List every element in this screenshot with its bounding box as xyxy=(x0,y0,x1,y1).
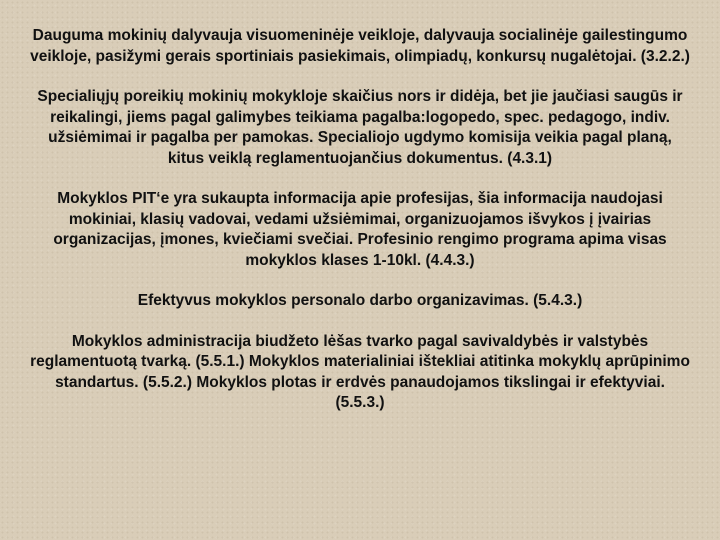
paragraph-budget-resources: Mokyklos administracija biudžeto lėšas tvarko pagal savivaldybės ir valstybės reglamentuotą tvarką. (5.5.1.) Mokyklos materialiniai ištekliai atitinka mokyklų aprūpinimo standartus. (5.5.2.) Mokyklos plotas ir erdvės panaudojamos tikslingai ir efektyviai. (5.5.3.) xyxy=(30,332,690,411)
paragraph-career-info: Mokyklos PIT‘e yra sukaupta informacija apie profesijas, šia informacija naudojasi mokiniai, klasių vadovai, vedami užsiėmimai, organizuojamos išvykos į įvairias organizacijas, įmones, kviečiami svečiai. Profesinio rengimo programa apima visas mokyklos klases 1-10kl. (4.4.3.) xyxy=(53,190,667,269)
paragraph-staff-organization: Efektyvus mokyklos personalo darbo organizavimas. (5.4.3.) xyxy=(137,292,583,309)
paragraph-social-activity: Dauguma mokinių dalyvauja visuomeninėje veikloje, dalyvauja socialinėje gailestingumo veikloje, pasižymi gerais sportiniais pasiekimais, olimpiadų, konkursų nugalėtojai. (3.2.2.) xyxy=(30,27,690,65)
paragraph-special-needs: Specialiųjų poreikių mokinių mokykloje skaičius nors ir didėja, bet jie jaučiasi saugūs ir reikalingi, jiems pagal galimybes teikiama pagalba:logopedo, spec. pedagogo, indiv. užsiėmimai ir pagalba per pamokas. Specialiojo ugdymo komisija veikia pagal planą, kitus veiklą reglamentuojančius dokumentus. (4.3.1) xyxy=(37,88,683,167)
